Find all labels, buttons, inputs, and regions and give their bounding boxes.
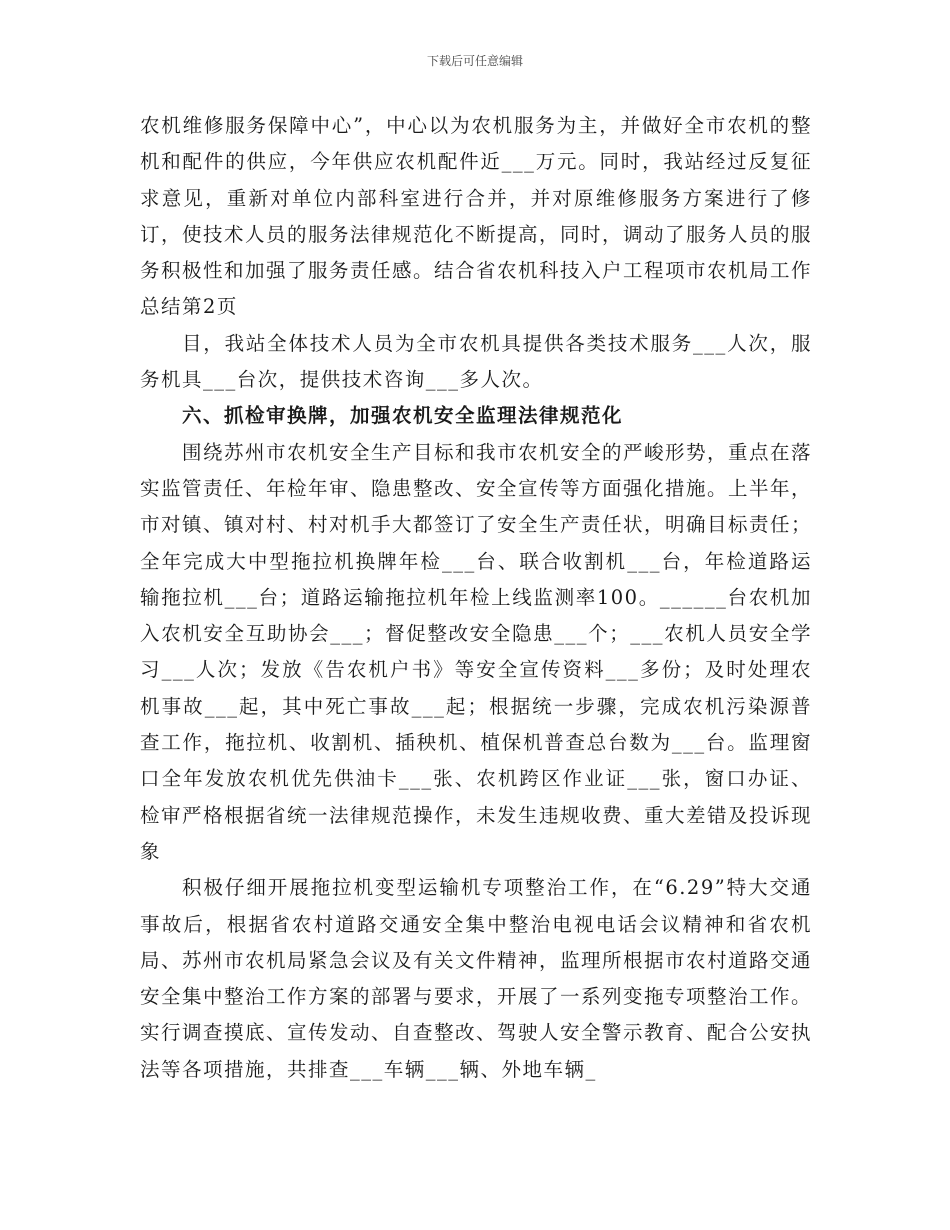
paragraph-1: 农机维修服务保障中心”，中心以为农机服务为主，并做好全市农机的整机和配件的供应，今年供应农机配件近___万元。同时，我站经过反复征求意见，重新对单位内部科室进行合并，并对原维修服务方案进行了修订，使技术人员的服务法律规范化不断提高，同时，调动了服务人员的服务积极性和加强了服务责任感。结合省农机科技入户工程项市农机局工作总结第2页: [140, 114, 813, 319]
paragraph-4: 积极仔细开展拖拉机变型运输机专项整治工作，在“6.29”特大交通事故后，根据省农村道路交通安全集中整治电视电话会议精神和省农机局、苏州市农机局紧急会议及有关文件精神，监理所根据市农村道路交通安全集中整治工作方案的部署与要求，开展了一系列变拖专项整治工作。实行调查摸底、宣传发动、自查整改、驾驶人安全警示教育、配合公安执法等各项措施，共排查___车辆___辆、外地车辆_: [140, 876, 813, 1081]
paragraph-2: 目，我站全体技术人员为全市农机具提供各类技术服务___人次，服务机具___台次，提供技术咨询___多人次。: [140, 331, 812, 392]
section-heading-6: 六、抓检审换牌，加强农机安全监理法律规范化: [182, 404, 624, 428]
paragraph-3: 围绕苏州市农机安全生产目标和我市农机安全的严峻形势，重点在落实监管责任、年检年审、隐患整改、安全宣传等方面强化措施。上半年，市对镇、镇对村、村对机手大都签订了安全生产责任状，明确目标责任；全年完成大中型拖拉机换牌年检___台、联合收割机___台，年检道路运输拖拉机___台；道路运输拖拉机年检上线监测率100。______台农机加入农机安全互助协会___；督促整改安全隐患___个；___农机人员安全学习___人次；发放《告农机户书》等安全宣传资料___多份；及时处理农机事故___起，其中死亡事故___起；根据统一步骤，完成农机污染源普查工作，拖拉机、收割机、插秧机、植保机普查总台数为___台。监理窗口全年发放农机优先供油卡___张、农机跨区作业证___张，窗口办证、检审严格根据省统一法律规范操作，未发生违规收费、重大差错及投诉现象: [140, 440, 813, 863]
document-body: [140, 108, 812, 1088]
page-header: 下载后可任意编辑: [426, 54, 523, 68]
